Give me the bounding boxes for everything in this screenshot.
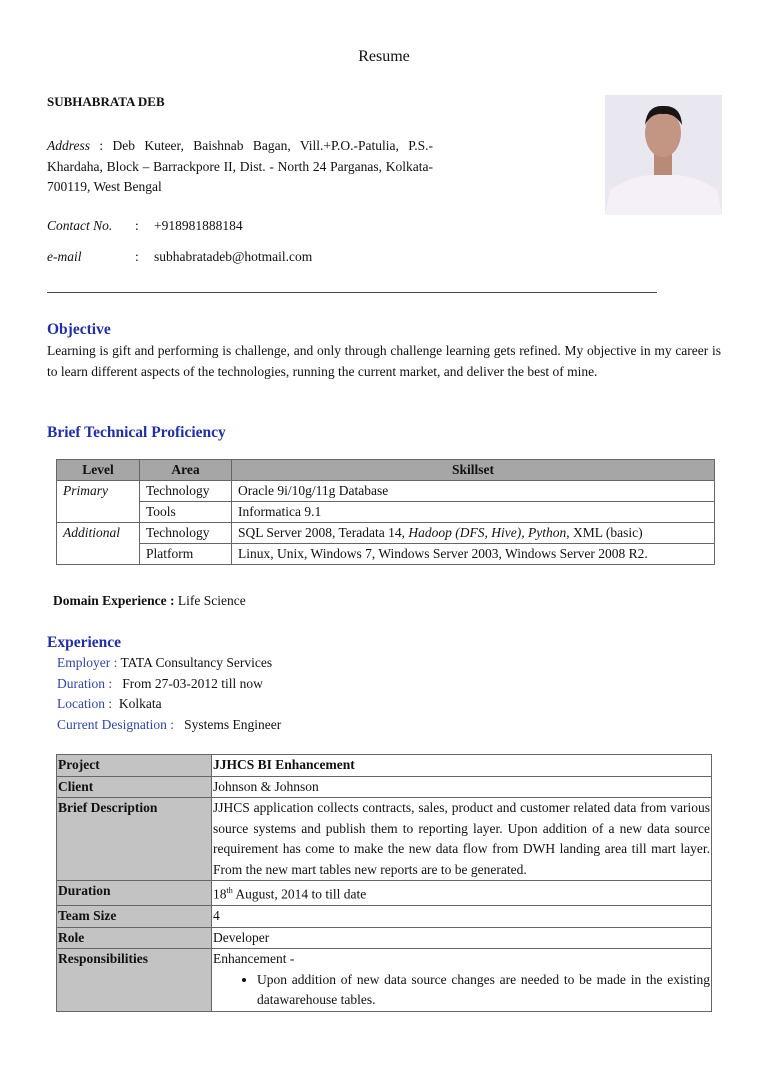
email-label: e-mail	[47, 249, 82, 264]
contact-value: +918981888184	[154, 218, 243, 233]
experience-heading: Experience	[47, 634, 122, 651]
location-line	[57, 696, 162, 712]
colon: :	[135, 218, 139, 233]
duration-line	[57, 676, 263, 692]
domain-label: Domain Experience :	[53, 593, 175, 608]
duration-suffix: th	[226, 886, 233, 895]
employer-line	[57, 655, 272, 671]
objective-heading: Objective	[47, 321, 111, 338]
table-row	[57, 906, 712, 928]
level-cell	[57, 502, 140, 523]
skill-text: Hadoop (DFS, Hive), Python	[408, 525, 567, 540]
skill-cell: Oracle 9i/10g/11g Database	[232, 481, 715, 502]
list-item: • Upon addition of new data source changes are needed to be made in the existing datawarehouse tables.	[257, 970, 710, 1011]
table-row	[57, 949, 712, 1012]
client-value: Johnson & Johnson	[212, 776, 712, 798]
area-cell: Tools	[140, 502, 232, 523]
table-row	[57, 881, 712, 906]
table-row	[57, 798, 712, 881]
description-value: JJHCS application collects contracts, sales, product and customer related data from various source systems and publish them to reporting layer. Upon addition of a new data source requirement has come to make the new data flow from DWH landing area till mart layer. From the new mart tables new reports are to be generated.	[212, 798, 712, 881]
responsibilities-label: Responsibilities	[57, 949, 212, 1012]
employer-label: Employer :	[57, 655, 118, 670]
skill-cell: Linux, Unix, Windows 7, Windows Server 2003, Windows Server 2008 R2.	[232, 544, 715, 565]
team-size-label: Team Size	[57, 906, 212, 928]
email-value[interactable]: subhabratadeb@hotmail.com	[154, 249, 313, 264]
table-row	[57, 523, 715, 544]
header-skillset: Skillset	[232, 460, 715, 481]
responsibilities-intro: Enhancement -	[213, 951, 295, 966]
domain-value: Life Science	[177, 593, 246, 608]
table-row	[57, 755, 712, 777]
duration-value	[212, 881, 712, 906]
area-cell: Technology	[140, 523, 232, 544]
header-level: Level	[57, 460, 140, 481]
address-label: Address	[47, 138, 90, 153]
designation-value: Systems Engineer	[184, 717, 282, 732]
skill-cell	[232, 523, 715, 544]
domain-experience	[53, 593, 246, 609]
project-table	[56, 754, 712, 1012]
table-row	[57, 776, 712, 798]
table-row	[57, 927, 712, 949]
duration-label: Duration :	[57, 676, 113, 691]
profile-photo	[605, 95, 722, 215]
responsibilities-list	[213, 970, 710, 1011]
table-row	[57, 502, 715, 523]
employer-value: TATA Consultancy Services	[120, 655, 273, 670]
proficiency-heading: Brief Technical Proficiency	[47, 424, 226, 441]
level-cell	[57, 544, 140, 565]
role-label: Role	[57, 927, 212, 949]
location-label: Location :	[57, 696, 113, 711]
area-cell: Technology	[140, 481, 232, 502]
duration-day: 18	[213, 886, 227, 902]
designation-line	[57, 717, 281, 733]
level-cell: Additional	[57, 523, 140, 544]
header-area: Area	[140, 460, 232, 481]
table-header	[57, 460, 715, 481]
table-row	[57, 481, 715, 502]
duration-value: From 27-03-2012 till now	[122, 676, 263, 691]
duration-rest: August, 2014 to till date	[232, 886, 367, 902]
address	[47, 136, 433, 198]
candidate-name: SUBHABRATA DEB	[47, 94, 165, 109]
responsibilities-value	[212, 949, 712, 1012]
project-label: Project	[57, 755, 212, 777]
document-title: Resume	[358, 48, 410, 65]
area-cell: Platform	[140, 544, 232, 565]
address-value: : Deb Kuteer, Baishnab Bagan, Vill.+P.O.-Patulia, P.S.-Khardaha, Block – Barrackpore II, Dist. - North 24 Parganas, Kolkata-700119, West Bengal	[47, 138, 433, 194]
client-label: Client	[57, 776, 212, 798]
contact-label: Contact No.	[47, 218, 113, 233]
skill-cell: Informatica 9.1	[232, 502, 715, 523]
skills-table	[56, 459, 715, 565]
location-value: Kolkata	[118, 696, 162, 711]
colon: :	[135, 249, 139, 264]
table-row	[57, 544, 715, 565]
team-size-value: 4	[212, 906, 712, 928]
skill-text: SQL Server 2008, Teradata 14,	[238, 525, 409, 540]
level-cell: Primary	[57, 481, 140, 502]
objective-text: Learning is gift and performing is challenge, and only through challenge learning gets refined. My objective in my career is to learn different aspects of the technologies, running the current market, and deliver the best of mine.	[47, 343, 721, 379]
project-value: JJHCS BI Enhancement	[212, 755, 712, 777]
skill-text: , XML (basic)	[566, 525, 643, 540]
role-value: Developer	[212, 927, 712, 949]
divider	[47, 292, 657, 293]
duration-label: Duration	[57, 881, 212, 906]
designation-label: Current Designation :	[57, 717, 174, 732]
description-label: Brief Description	[57, 798, 212, 881]
